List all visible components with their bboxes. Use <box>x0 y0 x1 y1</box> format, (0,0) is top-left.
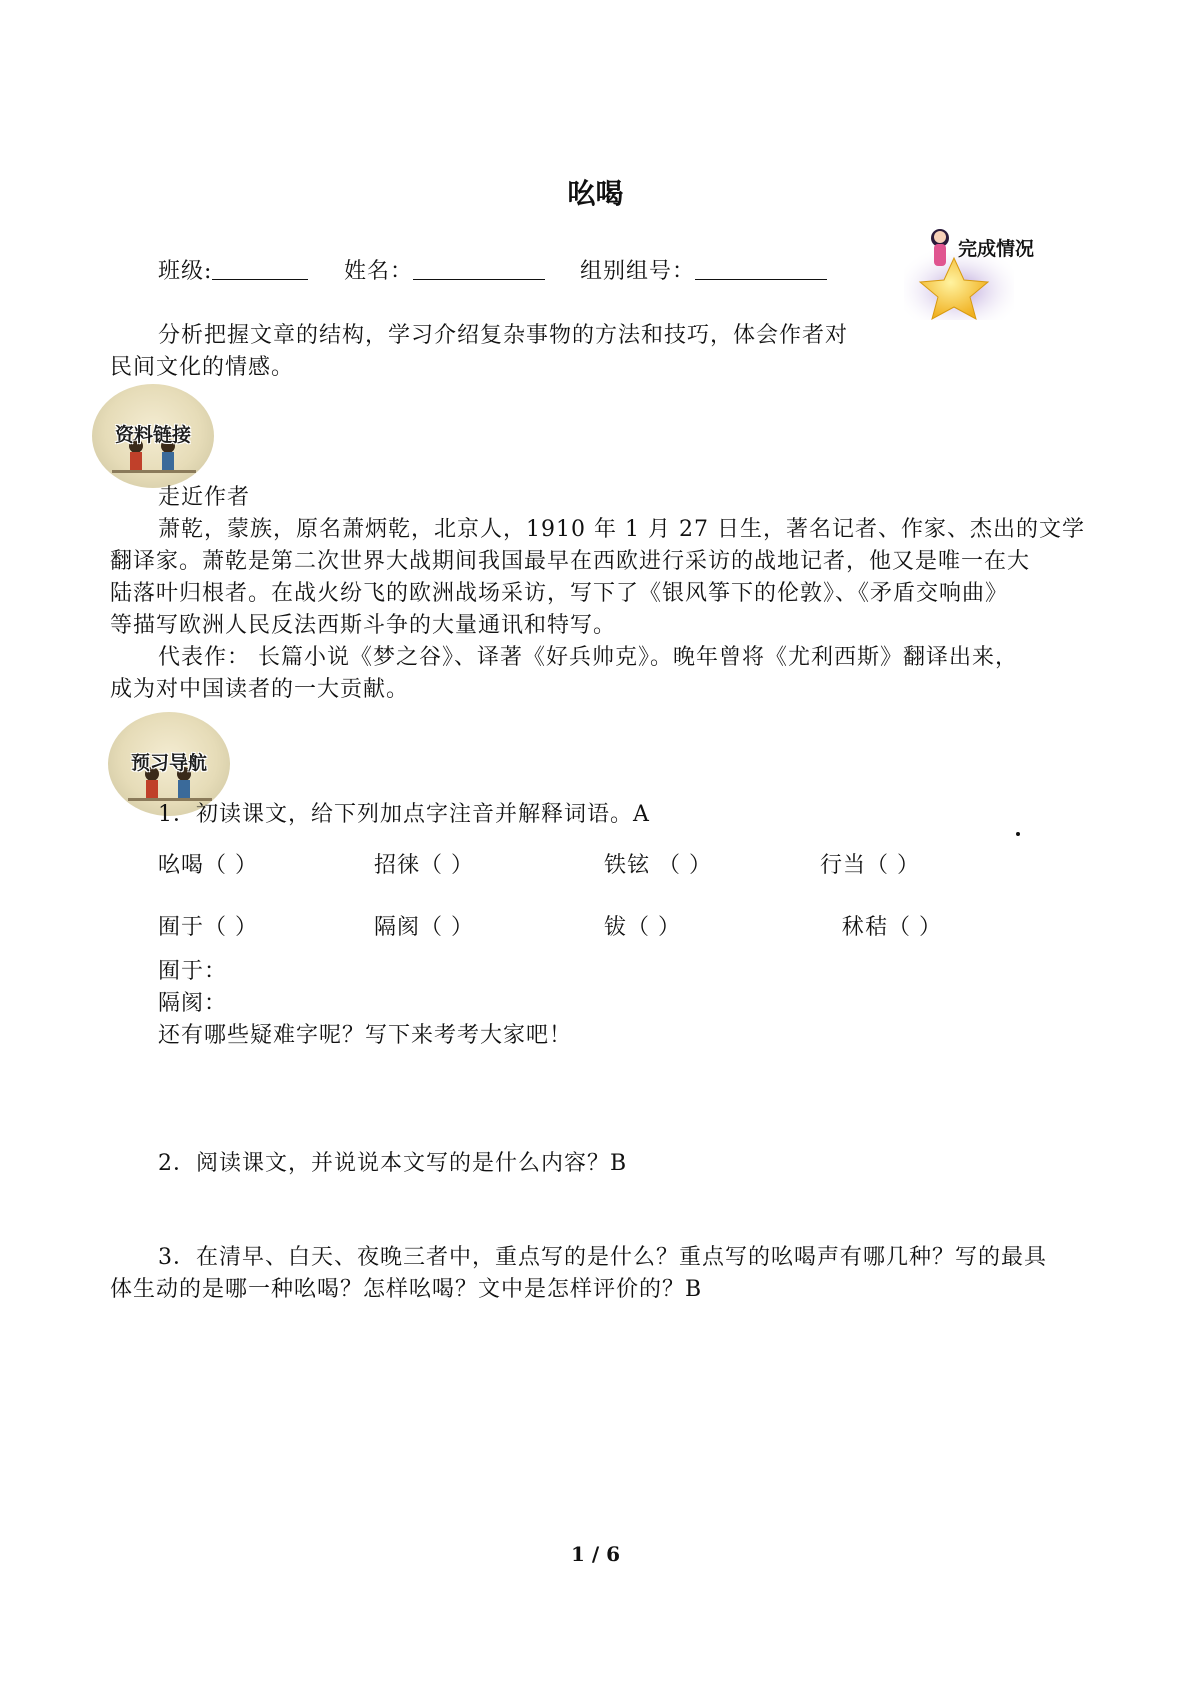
preview-nav-badge-label: 预习导航 <box>130 752 207 774</box>
vocab-item: 囿于（ ） <box>158 915 258 940</box>
vocab-item: 秫秸（ ） <box>842 915 942 940</box>
vocab-item: 行当（ ） <box>820 853 920 878</box>
page-number: 1 / 6 <box>570 1542 621 1566</box>
bio-line-1: 萧乾，蒙族，原名萧炳乾，北京人，1910 年 1 月 27 日生，著名记者、作家、杰出的文学 <box>158 517 1085 542</box>
class-label: 班级: <box>158 259 213 284</box>
class-blank[interactable] <box>212 257 308 280</box>
objective-line-1: 分析把握文章的结构，学习介绍复杂事物的方法和技巧，体会作者对 <box>158 323 849 348</box>
vocab-item: 吆喝（ ） <box>158 853 258 878</box>
question-3-line-1: 3．在清早、白天、夜晚三者中，重点写的是什么？重点写的吆喝声有哪几种？写的最具 <box>158 1245 1047 1270</box>
works-line-2: 成为对中国读者的一大贡献。 <box>110 677 410 702</box>
vocab-item: 钹（ ） <box>604 915 681 940</box>
question-3-line-2: 体生动的是哪一种吆喝？怎样吆喝？文中是怎样评价的？B <box>110 1277 703 1302</box>
definition-youyu: 囿于： <box>158 959 228 984</box>
completion-badge-label: 完成情况 <box>958 238 1035 260</box>
bio-line-4: 等描写欧洲人民反法西斯斗争的大量通讯和特写。 <box>110 613 617 638</box>
works-line-1: 代表作： 长篇小说《梦之谷》、译著《好兵帅克》。晚年曾将《尤利西斯》翻译出来， <box>158 645 1018 670</box>
group-label: 组别组号： <box>580 259 696 284</box>
completion-badge <box>904 224 1054 320</box>
stray-dot <box>1016 832 1020 836</box>
group-field <box>580 256 827 288</box>
page-title: 吆喝 <box>567 177 624 210</box>
vocab-item: 招徕（ ） <box>374 853 474 878</box>
name-blank[interactable] <box>413 257 545 280</box>
bio-line-2: 翻译家。萧乾是第二次世界大战期间我国最早在西欧进行采访的战地记者，他又是唯一在大 <box>110 549 1031 574</box>
vocab-item: 隔阂（ ） <box>374 915 474 940</box>
name-label: 姓名： <box>344 259 414 284</box>
resource-link-badge-label: 资料链接 <box>114 424 191 446</box>
class-field <box>158 256 308 288</box>
question-1: 1．初读课文，给下列加点字注音并解释词语。A <box>158 802 650 827</box>
objective-line-2: 民间文化的情感。 <box>110 355 295 380</box>
bio-line-3: 陆落叶归根者。在战火纷飞的欧洲战场采访，写下了《银风筝下的伦敦》、《矛盾交响曲》 <box>110 581 1009 606</box>
vocab-item: 铁铉 （ ） <box>604 853 712 878</box>
resource-link-badge <box>92 384 214 488</box>
section1-heading: 走近作者 <box>158 485 251 510</box>
question-2: 2．阅读课文，并说说本文写的是什么内容？B <box>158 1151 628 1176</box>
extra-prompt: 还有哪些疑难字呢？写下来考考大家吧！ <box>158 1023 573 1048</box>
name-field <box>344 256 545 288</box>
group-blank[interactable] <box>695 257 827 280</box>
definition-gehe: 隔阂： <box>158 991 228 1016</box>
